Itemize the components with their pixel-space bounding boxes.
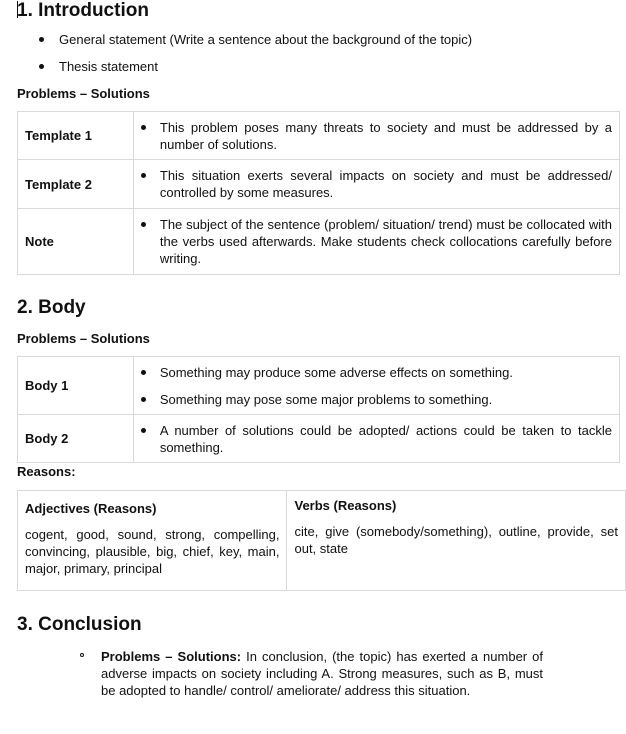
reasons-table bbox=[17, 490, 626, 591]
row-label: Body 2 bbox=[18, 415, 134, 463]
intro-heading bbox=[17, 0, 149, 22]
row-label: Body 1 bbox=[18, 357, 134, 415]
verbs-cell bbox=[287, 491, 626, 591]
table-row bbox=[18, 415, 620, 463]
body-template-table bbox=[17, 356, 620, 463]
verbs-list: cite, give (somebody/something), outline, provide, set out, state bbox=[294, 524, 618, 556]
table-row bbox=[18, 209, 620, 275]
row-label: Template 2 bbox=[18, 160, 134, 209]
adjectives-header: Adjectives (Reasons) bbox=[25, 501, 157, 516]
intro-template-table bbox=[17, 111, 620, 275]
list-item: This problem poses many threats to society and must be addressed by a number of solutions. bbox=[159, 119, 612, 152]
table-row bbox=[18, 491, 626, 591]
list-item: Something may produce some adverse effects on something. bbox=[160, 364, 612, 381]
conclusion-lead: Problems – Solutions: bbox=[101, 649, 242, 664]
table-row bbox=[18, 160, 620, 209]
row-label: Note bbox=[18, 209, 134, 275]
list-item: Something may pose some major problems to something. bbox=[160, 391, 612, 408]
adjectives-list: cogent, good, sound, strong, compelling, convincing, plausible, big, chief, key, main, major, primary, principal bbox=[25, 527, 280, 576]
intro-bullet-general-statement: General statement (Write a sentence about the background of the topic) bbox=[37, 31, 597, 58]
body-heading: 2. Body bbox=[17, 297, 86, 318]
table-row bbox=[18, 357, 620, 415]
reasons-heading: Reasons: bbox=[17, 464, 76, 479]
list-item: The subject of the sentence (problem/ situation/ trend) must be collocated with the verbs used afterwards. Make students check collocations carefully before writing. bbox=[159, 217, 612, 266]
intro-heading-text: 1. Introduction bbox=[17, 0, 149, 21]
conclusion-item bbox=[80, 648, 543, 699]
intro-bullet-thesis-statement: Thesis statement bbox=[37, 58, 597, 75]
body-subheading: Problems – Solutions bbox=[17, 331, 150, 346]
row-content bbox=[133, 415, 619, 463]
table-row bbox=[18, 112, 620, 160]
row-content bbox=[133, 112, 619, 160]
list-item: This situation exerts several impacts on society and must be addressed/ controlled by some measures. bbox=[159, 168, 612, 200]
adjectives-cell bbox=[18, 491, 287, 591]
intro-bullet-list bbox=[37, 31, 597, 75]
intro-subheading: Problems – Solutions bbox=[17, 86, 150, 101]
verbs-header: Verbs (Reasons) bbox=[294, 498, 397, 513]
row-content bbox=[133, 209, 619, 275]
conclusion-heading: 3. Conclusion bbox=[17, 614, 142, 635]
conclusion-text: In conclusion, (the topic) has exerted a number of adverse impacts on society including A. Strong measures, such as B, must be adopted to handle/ control/ ameliorate/ address this situation. bbox=[101, 649, 544, 698]
row-label: Template 1 bbox=[18, 112, 134, 160]
list-item: A number of solutions could be adopted/ actions could be taken to tackle something. bbox=[159, 422, 612, 455]
row-content bbox=[133, 160, 619, 209]
row-content bbox=[133, 357, 619, 415]
